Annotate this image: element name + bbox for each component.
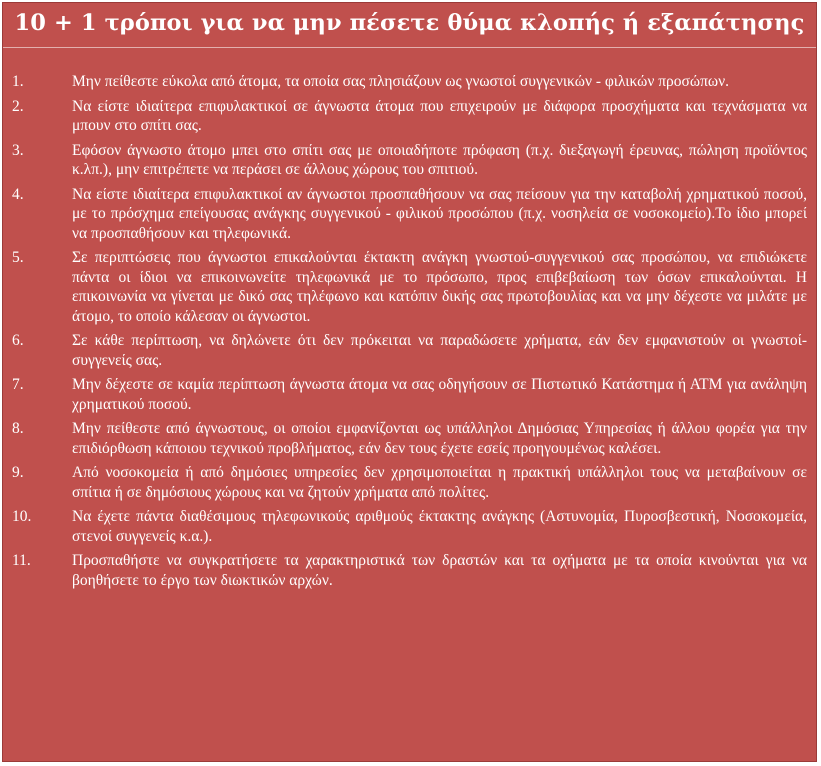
document-title: 10 + 1 τρόποι για να μην πέσετε θύμα κλοπής ή εξαπάτησης [14, 10, 805, 36]
list-item [3, 419, 816, 458]
list-item [3, 551, 816, 590]
tip-text: Από νοσοκομεία ή από δημόσιες υπηρεσίες δεν χρησιμοποιείται η πρακτική υπάλληλοι τους να μεταβαίνουν σε σπίτια ή σε δημόσιους χώρους και να ζητούν χρήματα από πολίτες. [72, 464, 807, 501]
list-item [3, 185, 816, 244]
list-item [3, 463, 816, 502]
tip-text: Μην πείθεστε από άγνωστους, οι οποίοι εμφανίζονται ως υπάλληλοι Δημόσιας Υπηρεσίας ή άλλου φορέα για την επιδιόρθωση κάποιου τεχνικού προβλήματος, εάν δεν τους έχετε εσείς προηγουμένως καλέσει. [72, 420, 807, 457]
list-item [3, 507, 816, 546]
tip-number: 8. [12, 420, 24, 437]
tip-text: Σε περιπτώσεις που άγνωστοι επικαλούνται έκτακτη ανάγκη γνωστού-συγγενικού σας προσώπου, να επιδιώκετε πάντα οι ίδιοι να επικοινωνείτε τηλεφωνικά με το πρόσωπο, προς επιβεβαίωση των όσων επικαλούνται. Η επικοινωνία να γίνεται με δικό σας τηλέφωνο και κατόπιν δικής σας πρωτοβουλίας και να μην δέχεστε να μιλάτε με άτομο, το οποίο κάλεσαν οι άγνωστοι. [72, 249, 807, 325]
tip-text: Μην πείθεστε εύκολα από άτομα, τα οποία σας πλησιάζουν ως γνωστοί συγγενικών - φιλικών προσώπων. [72, 73, 730, 90]
tip-number: 1. [12, 73, 24, 90]
tip-number: 11. [12, 552, 31, 569]
tip-number: 4. [12, 185, 24, 203]
list-item [3, 72, 816, 92]
tip-text: Μην δέχεστε σε καμία περίπτωση άγνωστα άτομα να σας οδηγήσουν σε Πιστωτικό Κατάστημα ή ΑΤΜ για ανάληψη χρηματικού ποσού. [72, 376, 807, 413]
tip-number: 10. [12, 508, 32, 525]
tip-text: Να είστε ιδιαίτερα επιφυλακτικοί σε άγνωστα άτομα που επιχειρούν με διάφορα προσχήματα και τεχνάσματα να μπουν στο σπίτι σας. [72, 97, 807, 134]
tips-panel [2, 2, 817, 762]
list-item [3, 97, 816, 136]
tip-text: Να έχετε πάντα διαθέσιμους τηλεφωνικούς αριθμούς έκτακτης ανάγκης (Αστυνομία, Πυροσβεστική, Νοσοκομεία, στενοί συγγενείς κ.α.). [72, 508, 807, 545]
tips-list [3, 72, 816, 595]
tip-text: Εφόσον άγνωστο άτομο μπει στο σπίτι σας με οποιαδήποτε πρόφαση (π.χ. διεξαγωγή έρευνας, πώληση προϊόντος κ.λπ.), μην επιτρέπετε να περάσει σε άλλους χώρους του σπιτιού. [72, 141, 807, 178]
list-item [3, 331, 816, 370]
list-item [3, 375, 816, 414]
tip-number: 3. [12, 141, 24, 159]
list-item [3, 248, 816, 326]
title-divider [3, 47, 816, 48]
tip-text: Να είστε ιδιαίτερα επιφυλακτικοί αν άγνωστοι προσπαθήσουν να σας πείσουν για την καταβολή χρηματικού ποσού, με το πρόσχημα επείγουσας ανάγκης συγγενικού - φιλικού προσώπου (π.χ. νοσηλεία σε νοσοκομείο).Το ίδιο μπορεί να προσπαθήσουν και τηλεφωνικά. [72, 185, 807, 242]
tip-number: 9. [12, 464, 24, 481]
tip-text: Σε κάθε περίπτωση, να δηλώνετε ότι δεν πρόκειται να παραδώσετε χρήματα, εάν δεν εμφανιστούν οι γνωστοί-συγγενείς σας. [72, 332, 807, 369]
tip-number: 5. [12, 249, 24, 266]
tip-number: 2. [12, 97, 24, 115]
list-item [3, 141, 816, 180]
tip-number: 7. [12, 376, 24, 393]
tip-number: 6. [12, 332, 24, 349]
tip-text: Προσπαθήστε να συγκρατήσετε τα χαρακτηριστικά των δραστών και τα οχήματα με τα οποία κινούνται για να βοηθήσετε το έργο των διωκτικών αρχών. [72, 552, 807, 589]
